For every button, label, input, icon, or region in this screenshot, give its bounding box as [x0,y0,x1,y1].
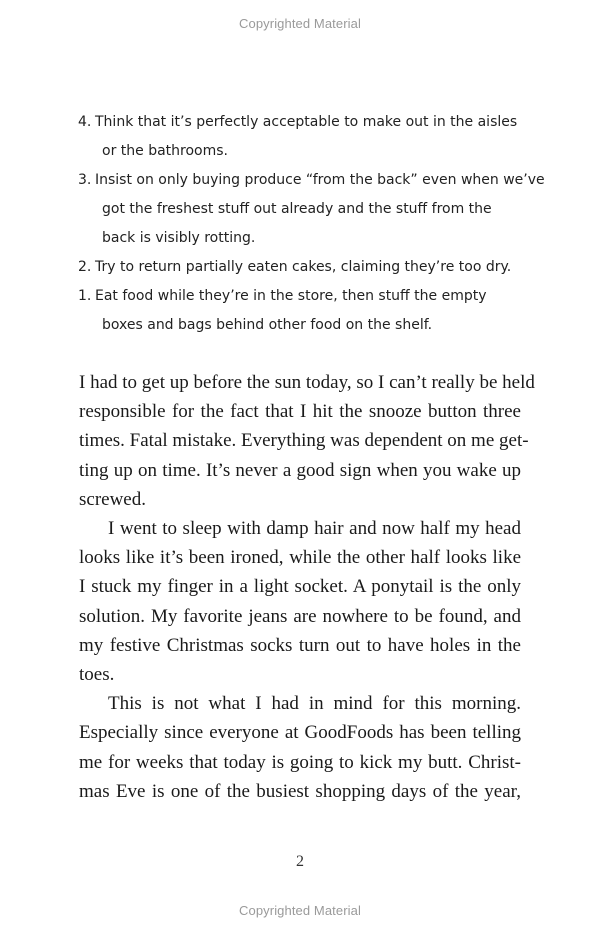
list-item-number: 1. [78,288,92,304]
paragraph-line: ting up on time. It’s never a good sign when you wake up [79,459,521,481]
paragraph [79,514,521,689]
list-item [78,253,518,282]
paragraph-line: I stuck my finger in a light socket. A ponytail is the only [79,576,521,598]
list-item-line: Eat food while they’re in the store, then stuff the empty [95,288,487,304]
copyright-notice-top: Copyrighted Material [239,16,361,31]
list-item-number: 4. [78,114,92,130]
paragraph [79,368,535,514]
list-item [78,282,518,340]
list-item-line: Try to return partially eaten cakes, claiming they’re too dry. [95,259,512,275]
page-number: 2 [296,853,304,870]
paragraph-line: screwed. [79,488,146,510]
paragraph-line: mas Eve is one of the busiest shopping days of the year, [79,780,521,802]
copyright-notice-bottom: Copyrighted Material [239,903,361,918]
paragraph-line: toes. [79,664,115,686]
list-item-number: 2. [78,259,92,275]
handwritten-list [78,108,545,340]
paragraph-line: Especially since everyone at GoodFoods has been telling [79,722,521,744]
list-item [78,166,545,253]
paragraph-line: times. Fatal mistake. Everything was dependent on me get- [79,430,529,452]
paragraph-line: responsible for the fact that I hit the snooze button three [79,401,521,423]
list-item-number: 3. [78,172,92,188]
list-item [78,108,518,166]
paragraph-line: I went to sleep with damp hair and now half my head [108,518,521,540]
list-item-line: back is visibly rotting. [102,230,256,246]
paragraph [79,689,521,806]
paragraph-line: my festive Christmas socks turn out to have holes in the [79,634,521,656]
list-item-line: or the bathrooms. [102,143,228,159]
paragraph-line: I had to get up before the sun today, so I can’t really be held [79,372,535,393]
paragraph-line: me for weeks that today is going to kick my butt. Christ- [79,751,521,773]
body-text [79,368,535,806]
paragraph-line: looks like it’s been ironed, while the other half looks like [79,547,521,569]
list-item-line: Think that it’s perfectly acceptable to make out in the aisles [95,114,518,130]
paragraph-line: solution. My favorite jeans are nowhere to be found, and [79,605,521,627]
list-item-line: boxes and bags behind other food on the shelf. [102,317,433,333]
list-item-line: Insist on only buying produce “from the back” even when we’ve [95,172,545,188]
paragraph-line: This is not what I had in mind for this morning. [108,693,521,715]
list-item-line: got the freshest stuff out already and the stuff from the [102,201,492,217]
